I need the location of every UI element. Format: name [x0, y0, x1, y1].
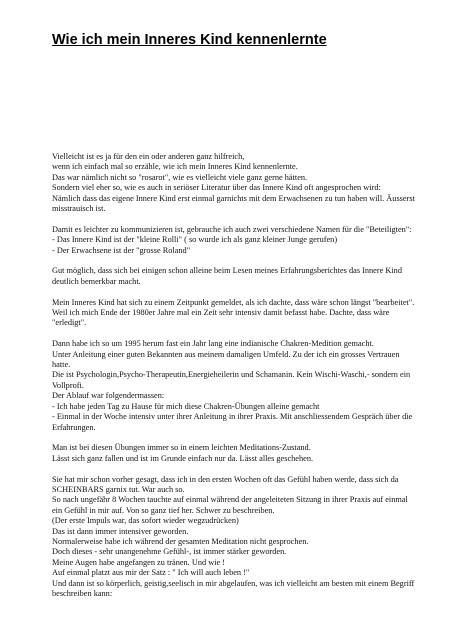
text-line: misstrauisch ist. — [52, 204, 106, 214]
text-line: Auf einmal platzt aus mir der Satz : " Ich will auch leben !" — [52, 568, 250, 578]
text-line: ein Gefühl in mir auf. Von so ganz tief her. Schwer zu beschreiben. — [52, 505, 275, 515]
text-line: "erledigt". — [52, 318, 87, 328]
text-line: Das war nämlich nicht so "rosarot", wie es vielleicht viele ganz gerne hätten. — [52, 172, 308, 182]
text-line: Gut möglich, dass sich bei einigen schon alleine beim Lesen meines Erfahrungsberichtes das Innere Kind — [52, 266, 402, 276]
text-line: - Das Innere Kind ist der "kleine Rolli" ( so wurde ich als ganz kleiner Junge gerufen) — [52, 235, 338, 245]
text-line: Unter Anleitung einer guten Bekannten aus meinem damaligen Umfeld. Zu der ich ein grosses Vertrauen — [52, 349, 400, 359]
text-line: Und dann ist so körperlich, geistig,seelisch in mir abgelaufen, was ich vielleicht am besten mit einem Begriff — [52, 578, 415, 588]
text-line: Dann habe ich so um 1995 herum fast ein Jahr lang eine indianische Chakren-Medition gemacht. — [52, 339, 374, 349]
text-line: Der Ablauf war folgendermassen: — [52, 391, 165, 401]
text-line: Meine Augen habe angefangen zu tränen. Und wie ! — [52, 557, 226, 567]
text-line: Weil ich mich Ende der 1980er Jahre mal ein Zeit sehr intensiv damit befasst habe. Dachte, dass wäre — [52, 308, 390, 318]
text-line: Lässt sich ganz fallen und ist im Grunde einfach nur da. Lässt alles geschehen. — [52, 453, 314, 463]
text-line: Nämlich dass das eigene Innere Kind erst einmal garnichts mit dem Erwachsenen zu tun haben will. Äusserst — [52, 193, 415, 203]
paragraph — [52, 475, 440, 600]
text-line: - Der Erwachsene ist der "grosse Roland" — [52, 245, 191, 255]
text-line: - Einmal in der Woche intensiv unter ihrer Anleitung in ihrer Praxis. Mit anschliessendem Gespräch über die — [52, 412, 413, 422]
text-line: wenn ich einfach mal so erzähle, wie ich mein Inneres Kind kennenlernte. — [52, 162, 298, 172]
paragraph — [52, 339, 440, 433]
page-title: Wie ich mein Inneres Kind kennenlernte — [52, 32, 327, 48]
text-line: hatte. — [52, 360, 71, 370]
text-line: - Ich habe jeden Tag zu Hause für mich diese Chakren-Übungen alleine gemacht — [52, 401, 320, 411]
text-line: deutlich bemerkbar macht. — [52, 276, 141, 286]
paragraph — [52, 266, 440, 287]
text-line: SCHEINBARS garnix tut. War auch so. — [52, 484, 185, 494]
text-line: beschreiben kann: — [52, 588, 113, 598]
text-line: Vielleicht ist es ja für den ein oder anderen ganz hilfreich, — [52, 152, 245, 161]
text-line: So nach ungefähr 8 Wochen tauchte auf einmal während der angeleiteten Sitzung in ihrer Praxis auf einmal — [52, 495, 408, 505]
text-line: Mein Inneres Kind hat sich zu einem Zeitpunkt gemeldet, als ich dachte, dass wäre schon längst "bearbeitet". — [52, 297, 415, 307]
document-body — [52, 152, 440, 599]
text-line: Man ist bei diesen Übungen immer so in einem leichten Meditations-Zustand. — [52, 443, 311, 453]
paragraph — [52, 443, 440, 464]
text-line: Vollprofi. — [52, 380, 84, 390]
text-line: Damit es leichter zu kommunizieren ist, gebrauche ich auch zwei verschiedene Namen für die "Beteiligten": — [52, 224, 412, 234]
text-line: Sondern viel eher so, wie es auch in seriöser Literatur über das Innere Kind oft angesprochen wird: — [52, 183, 381, 193]
text-line: Normalerweise habe ich während der gesamten Meditation nicht gesprochen. — [52, 536, 309, 546]
text-line: Erfahrungen. — [52, 422, 96, 432]
text-line: Die ist Psychologin,Psycho-Therapeutin,Energieheilerin und Schamanin. Kein Wischi-Waschi,- sondern ein — [52, 370, 411, 380]
text-line: (Der erste Impuls war, das sofort wieder wegzudrücken) — [52, 516, 239, 526]
text-line: Das ist dann immer intensiver geworden. — [52, 526, 189, 536]
paragraph — [52, 225, 440, 256]
text-line: Sie hat mir schon vorher gesagt, dass ich in den ersten Wochen oft das Gefühl haben werde, dass sich da — [52, 474, 399, 484]
paragraph — [52, 298, 440, 329]
text-line: Doch dieses - sehr unangenehme Gefühl-, ist immer stärker geworden. — [52, 547, 287, 557]
paragraph — [52, 152, 440, 214]
